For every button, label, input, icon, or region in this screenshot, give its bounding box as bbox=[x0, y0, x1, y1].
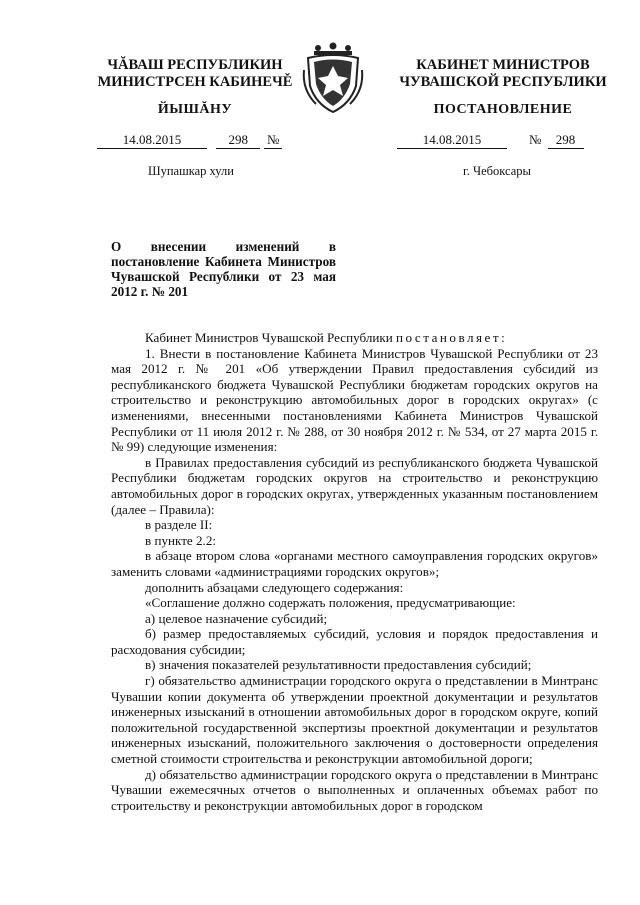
header-right-number: 298 bbox=[548, 132, 584, 149]
header-left-no-sign: № bbox=[264, 132, 282, 149]
header-right-place: г. Чебоксары bbox=[463, 164, 531, 178]
intro-spaced-word: постановляет: bbox=[396, 330, 508, 345]
body-paragraph: в абзаце втором слова «органами местного самоуправления городских округов» заменить словами «администрациями городских округов»; bbox=[111, 548, 598, 579]
header-left-number: 298 bbox=[216, 132, 260, 149]
body-paragraph: в) значения показателей результативности предоставления субсидий; bbox=[145, 657, 532, 673]
header-left-line2: МИНИСТРСЕН КАБИНЕЧĚ bbox=[97, 74, 293, 90]
body-paragraph: 1. Внести в постановление Кабинета Министров Чувашской Республики от 23 мая 2012 г. № 201 «Об утверждении Правил предоставления субсидий из республиканского бюджета Чувашской Республики бюджетам городских округов на строительство и реконструкцию автомобильных дорог в городских округах» (с изменениями, внесенными постановлениями Кабинета Министров Чувашской Республики от 11 июля 2012 г. № 288, от 30 ноября 2012 г. № 534, от 27 марта 2015 г. № 99) следующие изменения: bbox=[111, 345, 598, 455]
header-right-no-sign: № bbox=[529, 132, 542, 147]
document-title: О внесении изменений в постановление Кабинета Министров Чувашской Республики от 23 мая 2012 г. № 201 bbox=[111, 239, 336, 299]
body-paragraph: дополнить абзацами следующего содержания: bbox=[145, 579, 404, 595]
body-paragraph: б) размер предоставляемых субсидий, условия и порядок предоставления и расходования субсидии; bbox=[111, 626, 598, 657]
body-paragraph: в пункте 2.2: bbox=[145, 532, 217, 548]
header-left-doctype: ЙЫШĂНУ bbox=[157, 102, 233, 117]
header-left-org bbox=[95, 57, 295, 91]
header-right-date-line bbox=[397, 132, 584, 149]
body-paragraph: в разделе II: bbox=[145, 517, 213, 533]
header-right-line1: КАБИНЕТ МИНИСТРОВ bbox=[416, 57, 590, 73]
header-left-line1: ЧĂВАШ РЕСПУБЛИКИН bbox=[107, 57, 283, 73]
header-left-date: 14.08.2015 bbox=[97, 132, 207, 149]
body-paragraph: г) обязательство администрации городского округа о представлении в Минтранс Чувашии копии документа об утверждении проектной документации и результатов инженерных изысканий в отношении автомобильных дорог в городском округе, копий положительной государственной экспертизы проектной документации и результатов инженерных изысканий, положительного заключения о достоверности определения сметной стоимости строительства и реконструкции автомобильной дороги; bbox=[111, 673, 598, 767]
header-right-line2: ЧУВАШСКОЙ РЕСПУБЛИКИ bbox=[399, 74, 607, 90]
header-right-org bbox=[393, 57, 613, 91]
header-right-date: 14.08.2015 bbox=[397, 132, 507, 149]
body-paragraph-intro bbox=[111, 330, 598, 346]
intro-text: Кабинет Министров Чувашской Республики bbox=[145, 330, 393, 345]
coat-of-arms-icon bbox=[300, 40, 366, 116]
body-paragraph: д) обязательство администрации городского округа о представлении в Минтранс Чувашии ежемесячных отчетов о выполненных и оплаченных объемах работ по строительству и реконструкции автомобильных дорог в городском bbox=[111, 766, 598, 813]
document-header bbox=[0, 0, 640, 178]
document-body bbox=[111, 330, 598, 813]
header-left-date-line bbox=[97, 132, 282, 149]
header-left-place: Шупашкар хули bbox=[148, 164, 234, 178]
header-right-doctype: ПОСТАНОВЛЕНИЕ bbox=[433, 102, 573, 117]
body-paragraph: в Правилах предоставления субсидий из республиканского бюджета Чувашской Республики бюджетам городских округов на строительство и реконструкцию автомобильных дорог в городских округах, утвержденных указанным постановлением (далее – Правила): bbox=[111, 454, 598, 517]
body-paragraph: а) целевое назначение субсидий; bbox=[145, 610, 328, 626]
body-paragraph: «Соглашение должно содержать положения, предусматривающие: bbox=[145, 595, 516, 611]
